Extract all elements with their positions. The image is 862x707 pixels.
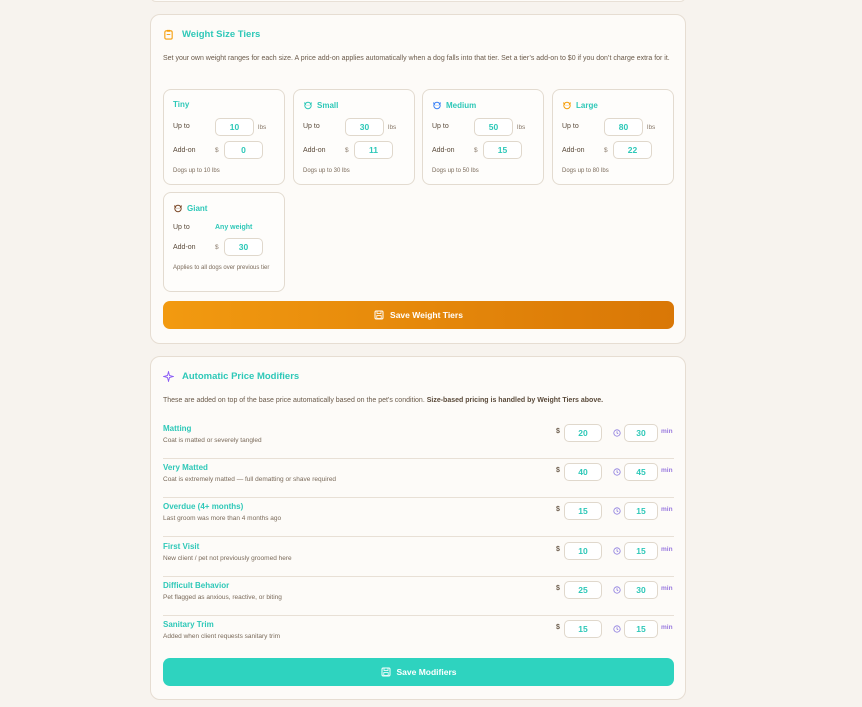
clock-icon xyxy=(613,625,621,633)
up-to-label: Up to xyxy=(432,123,449,130)
up-to-label: Up to xyxy=(562,123,579,130)
currency-label: $ xyxy=(474,147,478,154)
save-modifiers-button[interactable] xyxy=(163,658,674,686)
tier-up-to-input[interactable]: 50 xyxy=(474,118,513,136)
tier-addon-input[interactable]: 15 xyxy=(483,141,522,159)
modifier-description: Added when client requests sanitary trim xyxy=(163,633,281,640)
minutes-unit-label: min xyxy=(661,624,673,631)
up-to-label: Up to xyxy=(303,123,320,130)
minutes-unit-label: min xyxy=(661,506,673,514)
addon-label: Add-on xyxy=(303,147,326,154)
up-to-label: Up to xyxy=(173,224,190,231)
tier-addon-input[interactable]: 11 xyxy=(354,141,393,159)
modifier-row xyxy=(163,616,674,655)
modifier-minutes-input[interactable]: 15 xyxy=(624,620,658,638)
unit-label: lbs xyxy=(647,124,656,131)
save-weight-tiers-button[interactable] xyxy=(163,301,674,329)
currency-label: $ xyxy=(556,584,560,592)
dog-face-icon xyxy=(173,203,183,213)
modifier-price-input[interactable]: 15 xyxy=(564,502,602,520)
weight-tiers-card xyxy=(150,14,686,344)
minutes-unit-label: min xyxy=(661,584,673,592)
modifier-price-input[interactable]: 40 xyxy=(564,463,602,481)
price-modifiers-title: Automatic Price Modifiers xyxy=(182,371,300,382)
modifier-name: Difficult Behavior xyxy=(163,580,230,590)
currency-label: $ xyxy=(345,147,349,154)
unit-label: lbs xyxy=(388,124,397,131)
modifier-name: Sanitary Trim xyxy=(163,620,214,629)
tier-name: Large xyxy=(562,100,598,110)
clock-icon xyxy=(613,586,621,594)
tier-addon-input[interactable]: 0 xyxy=(224,141,263,159)
currency-label: $ xyxy=(556,467,560,475)
modifier-minutes-input[interactable]: 30 xyxy=(624,581,658,599)
modifier-name: Matting xyxy=(163,424,192,433)
dog-face-icon xyxy=(562,100,572,110)
modifier-price-input[interactable]: 20 xyxy=(564,424,602,442)
modifier-row xyxy=(163,420,674,459)
clipboard-icon xyxy=(163,29,174,40)
modifier-description: Pet flagged as anxious, reactive, or biting xyxy=(163,593,282,601)
price-modifiers-header xyxy=(163,371,299,382)
up-to-label: Up to xyxy=(173,123,190,130)
modifier-description: Coat is matted or severely tangled xyxy=(163,437,262,444)
unit-label: lbs xyxy=(517,124,526,131)
price-modifiers-description: These are added on top of the base price automatically based on the pet’s condition. Size-based pricing is handled by Weight Tiers above. xyxy=(163,397,604,404)
tier-card-tiny xyxy=(163,89,285,185)
modifier-description: Coat is extremely matted — full dematting or shave required xyxy=(163,476,337,484)
tier-name: Tiny xyxy=(173,100,190,109)
tier-name: Small xyxy=(303,100,338,110)
save-weight-tiers-label: Save Weight Tiers xyxy=(390,310,463,320)
save-modifiers-label: Save Modifiers xyxy=(396,667,457,677)
price-modifiers-card xyxy=(150,356,686,700)
tier-card-large xyxy=(552,89,674,185)
addon-label: Add-on xyxy=(562,147,585,154)
tier-up-to-input[interactable]: 80 xyxy=(604,118,643,136)
addon-label: Add-on xyxy=(173,244,196,251)
tier-addon-input[interactable]: 22 xyxy=(613,141,652,159)
modifier-description: New client / pet not previously groomed here xyxy=(163,554,292,562)
currency-label: $ xyxy=(556,624,560,631)
clock-icon xyxy=(613,547,621,555)
weight-tiers-title: Weight Size Tiers xyxy=(182,29,261,40)
tier-hint: Dogs up to 30 lbs xyxy=(303,168,350,174)
currency-label: $ xyxy=(215,147,219,154)
modifier-minutes-input[interactable]: 45 xyxy=(624,463,658,481)
tier-hint: Applies to all dogs over previous tier xyxy=(173,265,270,271)
currency-label: $ xyxy=(604,147,608,154)
modifier-row xyxy=(163,459,674,498)
modifier-row xyxy=(163,498,674,537)
modifier-name: Very Matted xyxy=(163,463,208,473)
minutes-unit-label: min xyxy=(661,467,673,475)
dog-face-icon xyxy=(432,100,442,110)
tier-hint: Dogs up to 80 lbs xyxy=(562,168,609,174)
currency-label: $ xyxy=(556,428,560,435)
modifier-price-input[interactable]: 15 xyxy=(564,620,602,638)
tier-card-medium xyxy=(422,89,544,185)
currency-label: $ xyxy=(556,545,560,553)
modifier-name: Overdue (4+ months) xyxy=(163,502,244,512)
modifier-minutes-input[interactable]: 30 xyxy=(624,424,658,442)
clock-icon xyxy=(613,507,621,515)
minutes-unit-label: min xyxy=(661,545,673,553)
weight-tiers-header xyxy=(163,29,260,40)
minutes-unit-label: min xyxy=(661,428,673,435)
tier-up-to-input[interactable]: 30 xyxy=(345,118,384,136)
tier-hint: Dogs up to 50 lbs xyxy=(432,168,479,174)
modifier-minutes-input[interactable]: 15 xyxy=(624,542,658,560)
modifier-description: Last groom was more than 4 months ago xyxy=(163,515,282,523)
tier-up-to-input[interactable]: 10 xyxy=(215,118,254,136)
modifier-row xyxy=(163,538,674,577)
save-icon xyxy=(381,667,391,677)
clock-icon xyxy=(613,468,621,476)
modifier-price-input[interactable]: 25 xyxy=(564,581,602,599)
addon-label: Add-on xyxy=(432,147,455,154)
currency-label: $ xyxy=(556,506,560,514)
previous-card-edge xyxy=(150,0,686,2)
tier-hint: Dogs up to 10 lbs xyxy=(173,168,220,174)
tier-name: Giant xyxy=(173,203,207,213)
clock-icon xyxy=(613,429,621,437)
sparkle-icon xyxy=(163,371,174,382)
modifier-name: First Visit xyxy=(163,541,200,551)
unit-label: lbs xyxy=(258,124,267,131)
tier-card-giant xyxy=(163,192,285,292)
any-weight-label: Any weight xyxy=(215,224,253,231)
tier-card-small xyxy=(293,89,415,185)
tier-name: Medium xyxy=(432,100,476,110)
modifier-minutes-input[interactable]: 15 xyxy=(624,502,658,520)
weight-tiers-description: Set your own weight ranges for each size. A price add-on applies automatically when a dog falls into that tier. Set a tier’s add-on to $0 if you don’t charge extra for it. xyxy=(163,55,670,62)
addon-label: Add-on xyxy=(173,147,196,154)
tier-addon-input[interactable]: 30 xyxy=(224,238,263,256)
modifier-price-input[interactable]: 10 xyxy=(564,542,602,560)
save-icon xyxy=(374,310,384,320)
dog-face-icon xyxy=(303,100,313,110)
currency-label: $ xyxy=(215,244,219,251)
modifier-row xyxy=(163,577,674,616)
